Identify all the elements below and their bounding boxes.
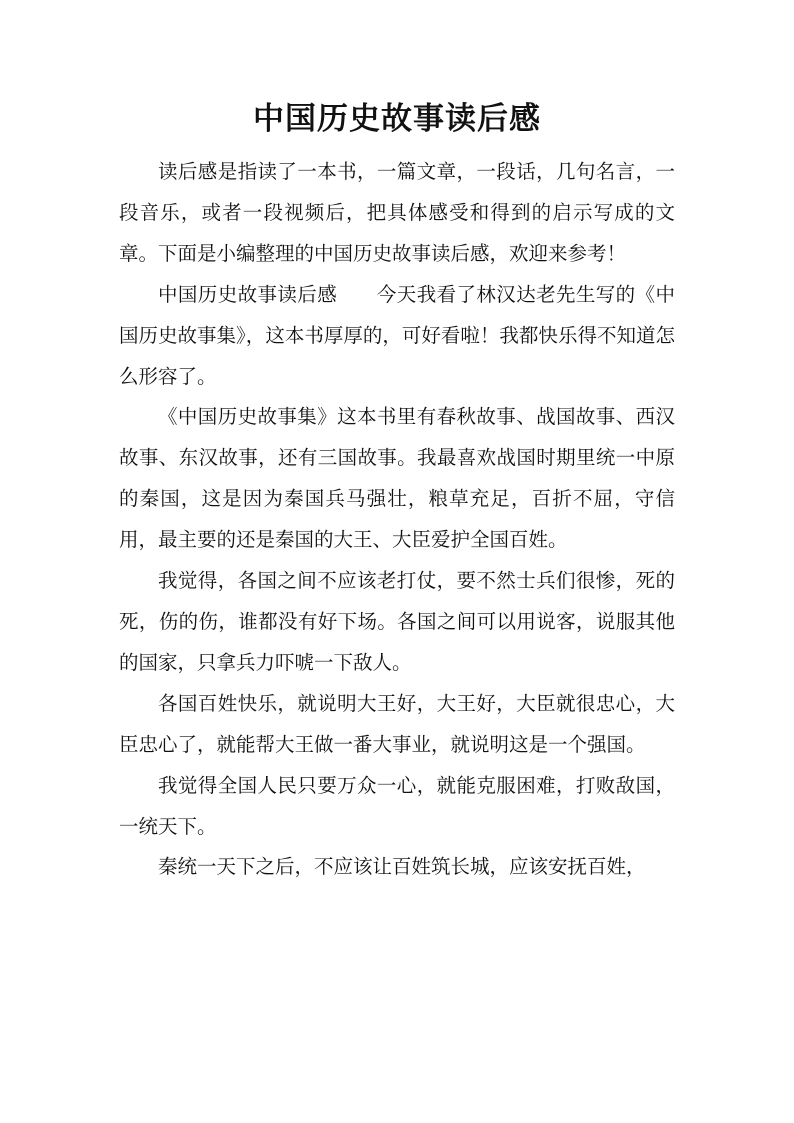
paragraph-book-contents: 《中国历史故事集》这本书里有春秋故事、战国故事、西汉故事、东汉故事，还有三国故事。我最喜欢战国时期里统一中原的秦国，这是因为秦国兵马强壮，粮草充足，百折不屈，守信用，最主要的还是秦国的大王、大臣爱护全国百姓。	[119, 405, 675, 552]
paragraph-qin-unification: 秦统一天下之后，不应该让百姓筑长城，应该安抚百姓，	[158, 855, 646, 879]
paragraph-intro: 读后感是指读了一本书，一篇文章，一段话，几句名言，一段音乐，或者一段视频后，把具体感受和得到的启示写成的文章。下面是小编整理的中国历史故事读后感，欢迎来参考！	[119, 160, 675, 265]
paragraph-unity: 我觉得全国人民只要万众一心，就能克服困难，打败敌国，一统天下。	[119, 773, 675, 838]
paragraph-opinion-war: 我觉得，各国之间不应该老打仗，要不然士兵们很惨，死的死，伤的伤，谁都没有好下场。各国之间可以用说客，说服其他的国家，只拿兵力吓唬一下敌人。	[119, 569, 675, 674]
document-title: 中国历史故事读后感	[253, 101, 541, 137]
paragraph-happy-people: 各国百姓快乐，就说明大王好，大王好，大臣就很忠心，大臣忠心了，就能帮大王做一番大事业，就说明这是一个强国。	[119, 691, 675, 756]
document-body	[119, 152, 675, 888]
paragraph-book-reading: 中国历史故事读后感 今天我看了林汉达老先生写的《中国历史故事集》，这本书厚厚的，可好看啦！我都快乐得不知道怎么形容了。	[119, 282, 675, 388]
